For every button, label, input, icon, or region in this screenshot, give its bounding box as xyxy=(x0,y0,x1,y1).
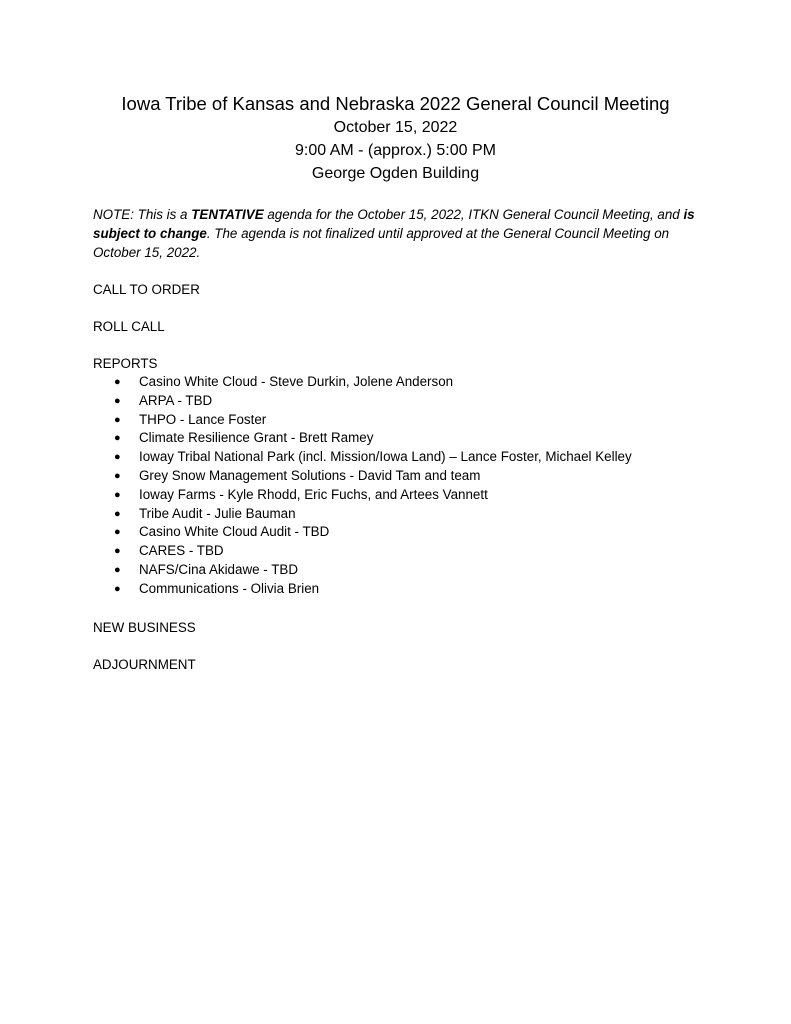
report-item-label: Casino White Cloud Audit - TBD xyxy=(139,524,330,540)
report-item-label: NAFS/Cina Akidawe - TBD xyxy=(139,561,299,577)
bullet-icon: ● xyxy=(114,526,121,539)
tentative-note xyxy=(93,205,703,262)
list-item xyxy=(93,411,632,430)
report-item-label: Ioway Farms - Kyle Rhodd, Eric Fuchs, and Artees Vannett xyxy=(139,486,488,502)
report-item-label: Tribe Audit - Julie Bauman xyxy=(139,505,296,521)
bullet-icon: ● xyxy=(114,545,121,558)
bullet-icon: ● xyxy=(114,451,121,464)
list-item xyxy=(93,373,632,392)
report-item-label: Communications - Olivia Brien xyxy=(139,580,320,596)
bullet-icon: ● xyxy=(114,563,121,576)
list-item xyxy=(93,580,632,599)
report-item-label: Grey Snow Management Solutions - David Tam and team xyxy=(139,467,481,483)
bullet-icon: ● xyxy=(114,394,121,407)
section-new-business: NEW BUSINESS xyxy=(93,620,196,635)
list-item xyxy=(93,505,632,524)
report-item-label: Climate Resilience Grant - Brett Ramey xyxy=(139,430,374,446)
section-roll-call: ROLL CALL xyxy=(93,319,165,334)
document-title: Iowa Tribe of Kansas and Nebraska 2022 General Council Meeting xyxy=(121,93,670,114)
note-tentative-emphasis: TENTATIVE xyxy=(191,207,264,222)
section-adjournment: ADJOURNMENT xyxy=(93,657,196,672)
note-subject-emphasis: is subject to change xyxy=(93,207,695,241)
meeting-time: 9:00 AM - (approx.) 5:00 PM xyxy=(295,142,496,159)
meeting-location: George Ogden Building xyxy=(311,165,480,182)
list-item xyxy=(93,448,632,467)
note-text-2: agenda for the October 15, 2022, ITKN General Council Meeting, and xyxy=(263,207,684,222)
list-item xyxy=(93,486,632,505)
report-item-label: Casino White Cloud - Steve Durkin, Jolene Anderson xyxy=(139,374,454,389)
note-text-3: . The agenda is not finalized until approved at the General Council Meeting on October 15, 2022. xyxy=(93,226,670,260)
bullet-icon: ● xyxy=(114,432,121,445)
list-item xyxy=(93,561,632,580)
report-item-label: THPO - Lance Foster xyxy=(139,411,267,427)
bullet-icon: ● xyxy=(114,488,121,501)
report-item-label: Ioway Tribal National Park (incl. Mission/Iowa Land) – Lance Foster, Michael Kelley xyxy=(139,449,632,465)
list-item xyxy=(93,523,632,542)
reports-list xyxy=(93,373,632,599)
report-item-label: CARES - TBD xyxy=(139,543,224,559)
section-call-to-order: CALL TO ORDER xyxy=(93,282,200,297)
section-reports: REPORTS xyxy=(93,356,158,371)
bullet-icon: ● xyxy=(114,413,121,426)
note-text-1: NOTE: This is a xyxy=(93,207,192,222)
document-header xyxy=(0,92,791,185)
list-item xyxy=(93,467,632,486)
bullet-icon: ● xyxy=(114,582,121,595)
list-item xyxy=(93,392,632,411)
list-item xyxy=(93,542,632,561)
meeting-date: October 15, 2022 xyxy=(333,119,458,136)
list-item xyxy=(93,429,632,448)
bullet-icon: ● xyxy=(114,507,121,520)
report-item-label: ARPA - TBD xyxy=(139,392,213,408)
bullet-icon: ● xyxy=(114,469,121,482)
bullet-icon: ● xyxy=(114,376,121,388)
